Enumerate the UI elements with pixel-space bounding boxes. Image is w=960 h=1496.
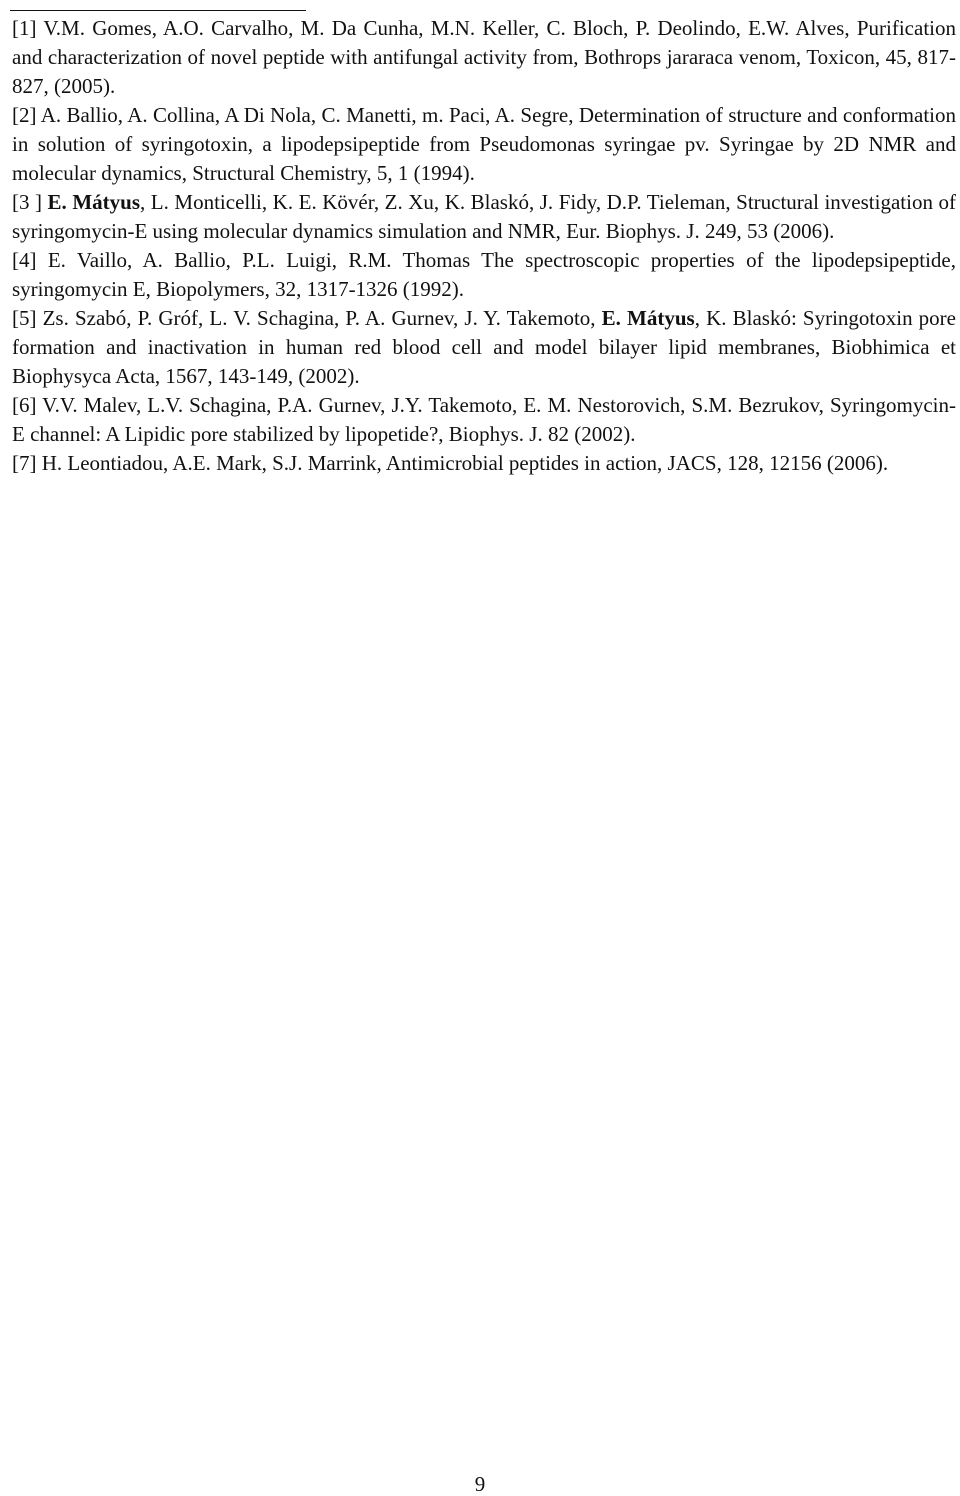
reference-7: [7] H. Leontiadou, A.E. Mark, S.J. Marrink, Antimicrobial peptides in action, JACS, 128, 12156 (2006). bbox=[12, 451, 889, 475]
page-number: 9 bbox=[474, 1472, 486, 1496]
reference-5-bold-author: E. Mátyus bbox=[601, 306, 695, 330]
reference-3-text: , L. Monticelli, K. E. Kövér, Z. Xu, K. Blaskó, J. Fidy, D.P. Tieleman, Structural investigation of syringomycin-E using molecular dynamics simulation and NMR, Eur. Biophys. J. 249, 53 (2006). bbox=[12, 190, 956, 243]
reference-5-prefix: [5] Zs. Szabó, P. Gróf, L. V. Schagina, P. A. Gurnev, J. Y. Takemoto, bbox=[12, 306, 602, 330]
reference-6: [6] V.V. Malev, L.V. Schagina, P.A. Gurnev, J.Y. Takemoto, E. M. Nestorovich, S.M. Bezrukov, Syringomycin-E channel: A Lipidic pore stabilized by lipopetide?, Biophys. J. 82 (2002). bbox=[12, 393, 956, 446]
reference-list bbox=[12, 14, 956, 478]
reference-1: [1] V.M. Gomes, A.O. Carvalho, M. Da Cunha, M.N. Keller, C. Bloch, P. Deolindo, E.W. Alves, Purification and characterization of novel peptide with antifungal activity from, Bothrops jararaca venom, Toxicon, 45, 817-827, (2005). bbox=[12, 16, 956, 98]
reference-2: [2] A. Ballio, A. Collina, A Di Nola, C. Manetti, m. Paci, A. Segre, Determination of structure and conformation in solution of syringotoxin, a lipodepsipeptide from Pseudomonas syringae pv. Syringae by 2D NMR and molecular dynamics, Structural Chemistry, 5, 1 (1994). bbox=[12, 103, 956, 185]
reference-5-text: , K. Blaskó: Syringotoxin pore formation and inactivation in human red blood cell and model bilayer lipid membranes, Biobhimica et Biophysyca Acta, 1567, 143-149, (2002). bbox=[12, 306, 957, 388]
reference-5 bbox=[12, 304, 956, 391]
reference-3-bold-author: Mátyus bbox=[72, 190, 141, 214]
reference-3 bbox=[12, 188, 956, 246]
footnote-separator bbox=[10, 10, 306, 11]
reference-4: [4] E. Vaillo, A. Ballio, P.L. Luigi, R.M. Thomas The spectroscopic properties of the lipodepsipeptide, syringomycin E, Biopolymers, 32, 1317-1326 (1992). bbox=[12, 248, 956, 301]
reference-3-bold-initial: E. bbox=[47, 190, 67, 214]
reference-3-number: [3 ] bbox=[12, 190, 48, 214]
